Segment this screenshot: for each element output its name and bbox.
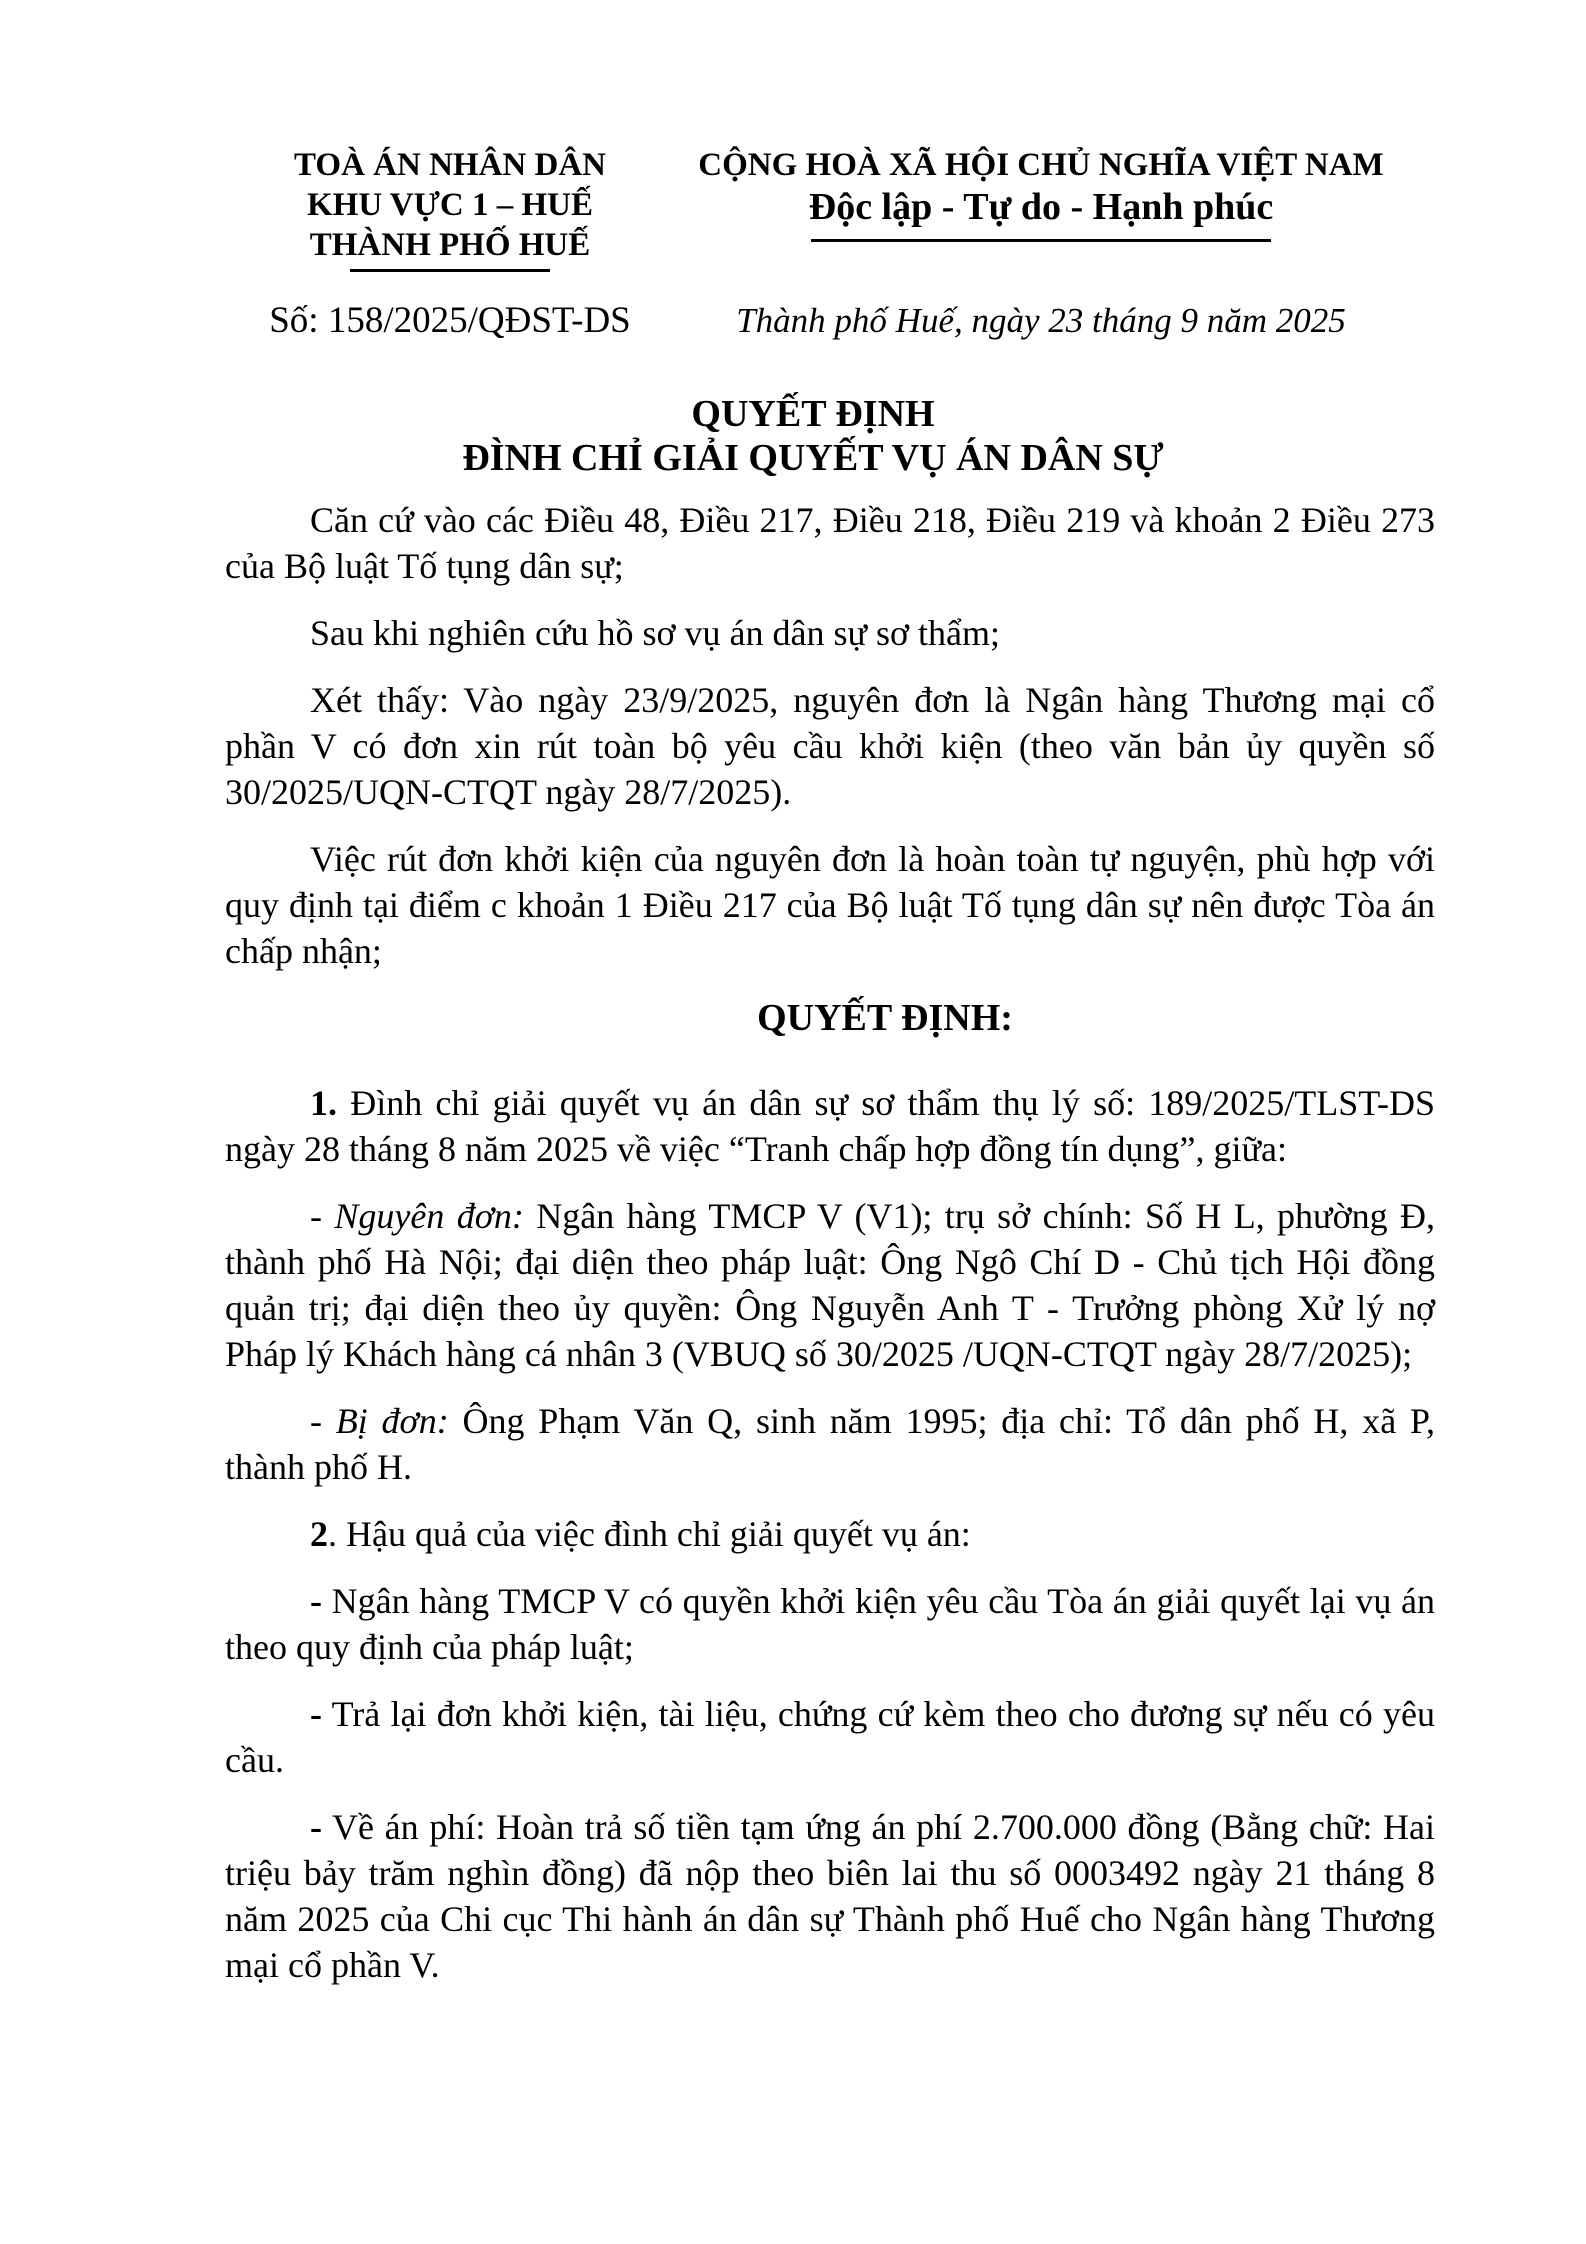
item-1-text: Đình chỉ giải quyết vụ án dân sự sơ thẩm thụ lý số: 189/2025/TLST-DS ngày 28 tháng 8 năm 2025 về việc “Tranh chấp hợp đồng tín dụng”, giữa: bbox=[225, 1083, 1435, 1169]
consequence-3-text: Về án phí: Hoàn trả số tiền tạm ứng án phí 2.700.000 đồng (Bằng chữ: Hai triệu bảy trăm nghìn đồng) đã nộp theo biên lai thu số 0003492 ngày 21 tháng 8 năm 2025 của Chi cục Thi hành án dân sự Thành phố Huế cho Ngân hàng Thương mại cổ phần V. bbox=[225, 1807, 1435, 1985]
document-number: Số: 158/2025/QĐST-DS bbox=[269, 300, 631, 341]
court-name-line3: THÀNH PHỐ HUẾ bbox=[309, 227, 591, 263]
plaintiff-dash: - bbox=[310, 1196, 335, 1236]
document-body bbox=[225, 497, 1435, 1988]
decision-item-1 bbox=[225, 1080, 1435, 1172]
issuing-court-block bbox=[225, 145, 675, 272]
consequence-1-dash: - bbox=[310, 1581, 322, 1621]
consequence-paragraph-1 bbox=[225, 1578, 1435, 1670]
republic-name: CỘNG HOÀ XÃ HỘI CHỦ NGHĨA VIỆT NAM bbox=[698, 147, 1384, 183]
preamble-paragraph-2: Sau khi nghiên cứu hồ sơ vụ án dân sự sơ thẩm; bbox=[310, 613, 1001, 653]
issue-place-date: Thành phố Huế, ngày 23 tháng 9 năm 2025 bbox=[736, 301, 1346, 340]
consequence-paragraph-2 bbox=[225, 1691, 1435, 1783]
defendant-text: Ông Phạm Văn Q, sinh năm 1995; địa chỉ: Tổ dân phố H, xã P, thành phố H. bbox=[225, 1401, 1435, 1487]
decision-section-heading: QUYẾT ĐỊNH: bbox=[757, 997, 1013, 1039]
consequence-1-text: Ngân hàng TMCP V có quyền khởi kiện yêu cầu Tòa án giải quyết lại vụ án theo quy định của pháp luật; bbox=[225, 1581, 1435, 1667]
court-block-underline bbox=[350, 269, 550, 272]
decision-item-2 bbox=[225, 1511, 1435, 1557]
decision-title: QUYẾT ĐỊNH bbox=[691, 393, 935, 435]
motto-underline bbox=[811, 239, 1271, 242]
item-2-number: 2 bbox=[310, 1514, 328, 1554]
plaintiff-label: Nguyên đơn: bbox=[334, 1196, 524, 1236]
item-1-number: 1. bbox=[310, 1083, 337, 1123]
preamble-paragraph-3: Xét thấy: Vào ngày 23/9/2025, nguyên đơn là Ngân hàng Thương mại cổ phần V có đơn xin rút toàn bộ yêu cầu khởi kiện (theo văn bản ủy quyền số 30/2025/UQN-CTQT ngày 28/7/2025). bbox=[225, 680, 1435, 812]
consequence-2-dash: - bbox=[310, 1694, 322, 1734]
plaintiff-paragraph bbox=[225, 1193, 1435, 1377]
defendant-paragraph bbox=[225, 1398, 1435, 1490]
consequence-2-text: Trả lại đơn khởi kiện, tài liệu, chứng cứ kèm theo cho đương sự nếu có yêu cầu. bbox=[225, 1694, 1435, 1780]
item-2-text: . Hậu quả của việc đình chỉ giải quyết vụ án: bbox=[328, 1514, 971, 1554]
preamble-paragraph-1: Căn cứ vào các Điều 48, Điều 217, Điều 218, Điều 219 và khoản 2 Điều 273 của Bộ luật Tố tụng dân sự; bbox=[225, 500, 1435, 586]
republic-motto: Độc lập - Tự do - Hạnh phúc bbox=[808, 186, 1274, 228]
document-header bbox=[225, 145, 1435, 272]
plaintiff-text: Ngân hàng TMCP V (V1); trụ sở chính: Số H L, phường Đ, thành phố Hà Nội; đại diện theo pháp luật: Ông Ngô Chí D - Chủ tịch Hội đồng quản trị; đại diện theo ủy quyền: Ông Nguyễn Anh T - Trưởng phòng Xử lý nợ Pháp lý Khách hàng cá nhân 3 (VBUQ số 30/2025 /UQN-CTQT ngày 28/7/2025); bbox=[225, 1196, 1435, 1374]
court-name-line2: KHU VỰC 1 – HUẾ bbox=[306, 187, 593, 223]
defendant-label: Bị đơn: bbox=[335, 1401, 449, 1441]
national-header-block bbox=[675, 145, 1435, 272]
title-block bbox=[225, 392, 1435, 480]
document-meta-row bbox=[225, 298, 1435, 344]
defendant-dash: - bbox=[310, 1401, 336, 1441]
consequence-3-dash: - bbox=[310, 1807, 322, 1847]
decision-subtitle: ĐÌNH CHỈ GIẢI QUYẾT VỤ ÁN DÂN SỰ bbox=[462, 437, 1164, 479]
consequence-paragraph-3 bbox=[225, 1804, 1435, 1988]
preamble-paragraph-4: Việc rút đơn khởi kiện của nguyên đơn là hoàn toàn tự nguyện, phù hợp với quy định tại điểm c khoản 1 Điều 217 của Bộ luật Tố tụng dân sự nên được Tòa án chấp nhận; bbox=[225, 839, 1435, 971]
court-name-line1: TOÀ ÁN NHÂN DÂN bbox=[294, 147, 606, 183]
